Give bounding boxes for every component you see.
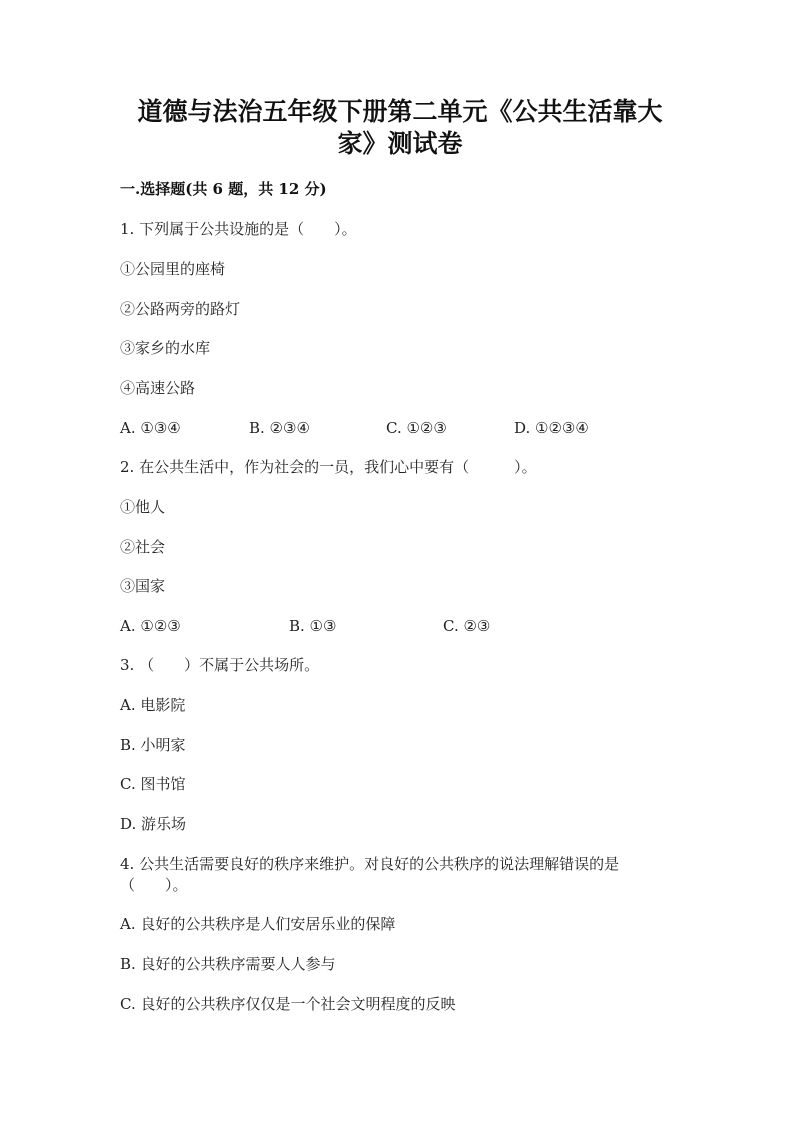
question-3-option-b: B. 小明家 [120,736,186,754]
question-3-option-a: A. 电影院 [120,696,186,714]
exam-title-line1: 道德与法治五年级下册第二单元《公共生活靠大 [137,97,663,126]
question-4-option-a: A. 良好的公共秩序是人们安居乐业的保障 [120,915,396,933]
question-3-stem: 3. （ ）不属于公共场所。 [120,656,320,674]
question-2-stem: 2. 在公共生活中，作为社会的一员，我们心中要有（ ）。 [120,458,537,476]
question-1-option-a: A. ①③④ [120,419,181,437]
question-1-option-c: C. ①②③ [386,419,447,437]
question-4-option-c: C. 良好的公共秩序仅仅是一个社会文明程度的反映 [120,995,456,1013]
question-1-item-2: ②公路两旁的路灯 [120,300,241,318]
question-1-item-3: ③家乡的水库 [120,339,211,357]
exam-title-line2: 家》测试卷 [337,129,463,158]
question-2-item-1: ①他人 [120,498,166,516]
question-2-option-a: A. ①②③ [120,617,181,635]
question-4-stem-line2: （ ）。 [120,876,188,894]
question-1-item-1: ①公园里的座椅 [120,260,226,278]
question-2-item-3: ③国家 [120,577,166,595]
question-1-stem: 1. 下列属于公共设施的是（ ）。 [120,220,357,238]
question-3-option-c: C. 图书馆 [120,775,186,793]
question-2-item-2: ②社会 [120,538,166,556]
section-heading: 一.选择题(共 6 题，共 12 分) [120,180,327,198]
question-1-option-d: D. ①②③④ [514,419,589,437]
question-4-stem-line1: 4. 公共生活需要良好的秩序来维护。对良好的公共秩序的说法理解错误的是 [120,855,620,873]
question-2-option-c: C. ②③ [443,617,491,635]
question-3-option-d: D. 游乐场 [120,815,187,833]
question-4-option-b: B. 良好的公共秩序需要人人参与 [120,955,336,973]
question-1-option-b: B. ②③④ [249,419,310,437]
question-1-item-4: ④高速公路 [120,379,196,397]
question-2-option-b: B. ①③ [289,617,337,635]
